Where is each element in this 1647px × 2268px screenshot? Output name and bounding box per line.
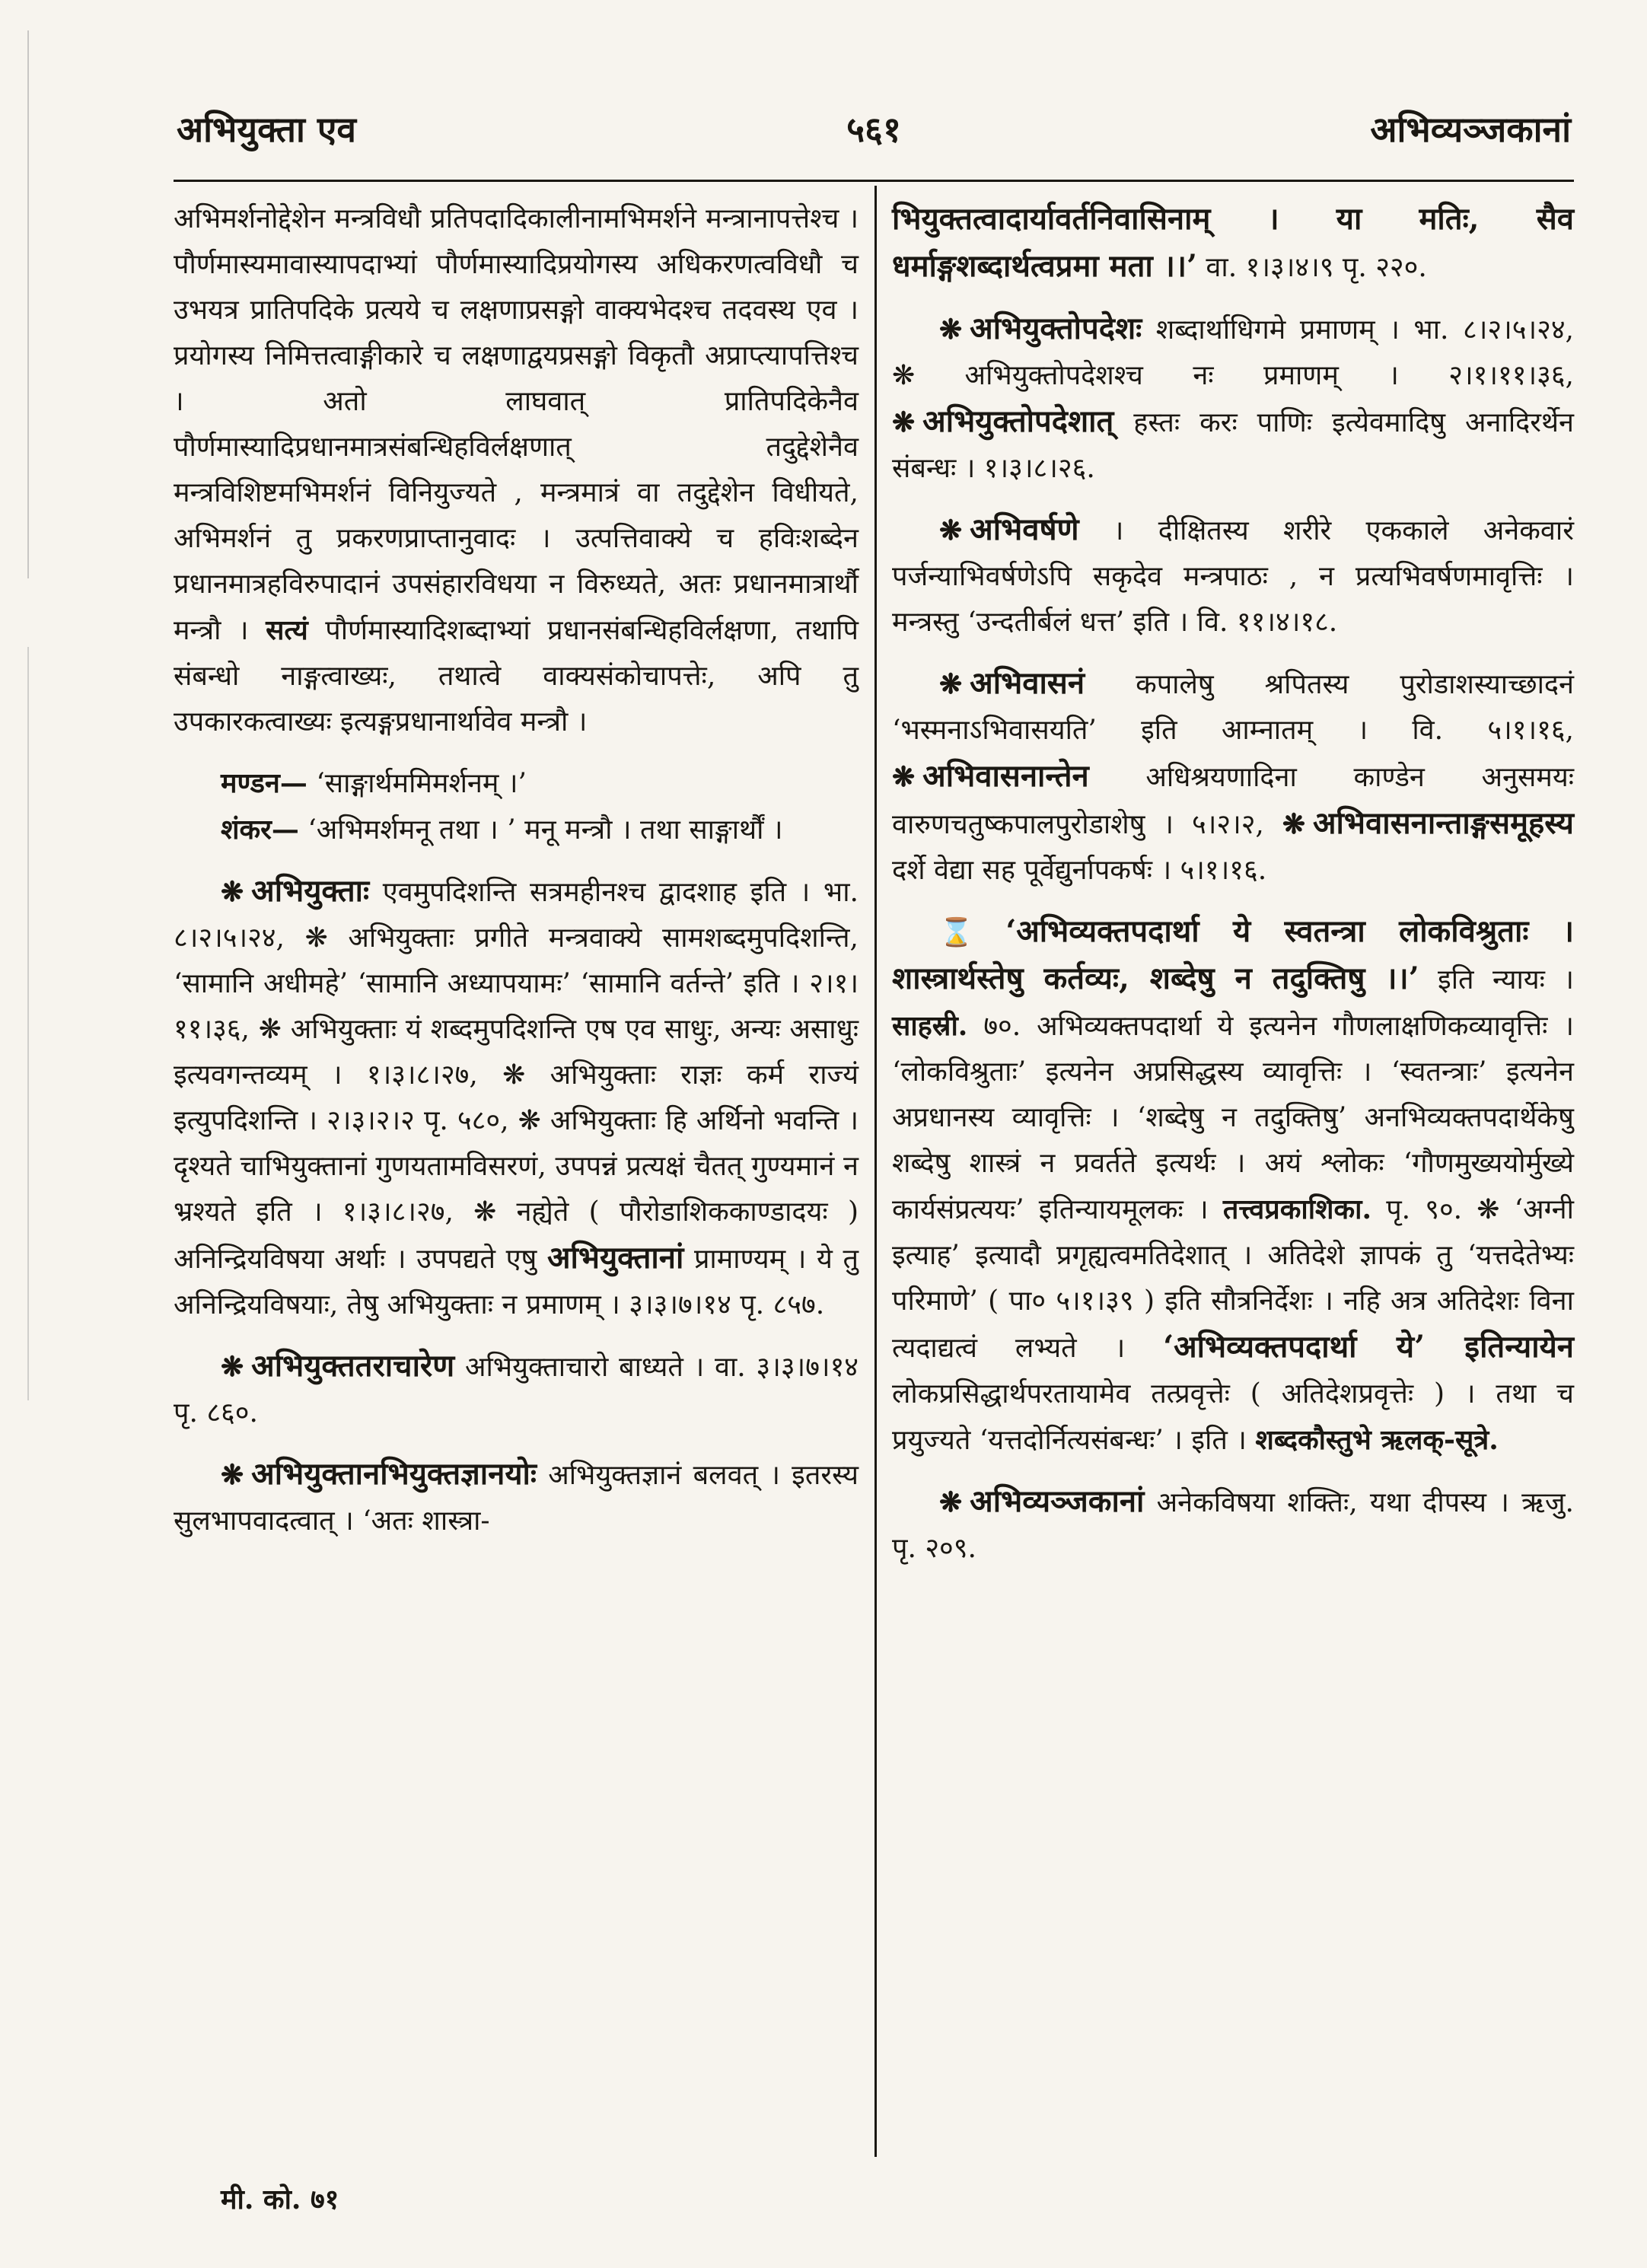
entry-abhivasanam (892, 661, 1574, 894)
entry-bold: सत्यं (266, 614, 308, 646)
entry-headword: अभिवासनान्तेन (922, 758, 1089, 794)
entry-text: प्रामाण्यम् । ये तु अनिन्द्रियविषयाः, तेषु अभियुक्ताः न प्रमाणम् । ३।३।७।१४ पृ. ८५७. (174, 1244, 859, 1320)
entry-text: एवमुपदिशन्ति सत्रमहीनश्च द्वादशाह इति । भा. ८।२।५।२४, ❋ अभियुक्ताः प्रगीते मन्त्रवाक्ये सामशब्दमुपदिशन्ति, ‘सामानि अधीमहे’ ‘सामानि अध्यापयामः’ ‘सामानि वर्तन्ते’ इति । २।१।११।३६, ❋ अभियुक्ताः यं शब्दमुपदिशन्ति एष एव साधुः, अन्यः असाधुः इत्यवगन्तव्यम् । १।३।८।२७, ❋ अभियुक्ताः राज्ञः कर्म राज्यं इत्युपदिशन्ति । २।३।२।२ पृ. ५८०, ❋ अभियुक्ताः हि अर्थिनो भवन्ति । दृश्यते चाभियुक्तानां गुणयतामविसरणं, उपपन्नं प्रत्यक्षं चैतत् गुण्यमानं न भ्रश्यते इति । १।३।८।२७, ❋ नह्येते ( पौरोडाशिककाण्डादयः ) अनिन्द्रियविषया अर्थाः । उपपद्यते एषु (174, 877, 859, 1275)
entry-text: वा. १।३।४।९ पृ. २२०. (1206, 252, 1427, 283)
star-icon: ❋ (221, 1351, 244, 1383)
entry-headword: अभियुक्ताः (251, 873, 370, 909)
right-column (892, 196, 1574, 2129)
source-title: शब्दकौस्तुभे ऋलक्-सूत्रे. (1255, 1424, 1499, 1456)
star-icon: ❋ (892, 761, 916, 793)
entry-text: पृ. ९०. ❋ ‘अग्नी इत्याह’ इत्यादौ प्रगृह्यत्वमतिदेशात् । अतिदेशे ज्ञापकं तु ‘यत्तदेतेभ्यः परिमाणे’ ( पा० ५।१।३९ ) इति सौत्रनिर्देशः । नहि अत्र अतिदेशः विना त्यदाद्यत्वं लभ्यते । (892, 1194, 1574, 1364)
entry-headword: अभिवासनान्ताङ्गसमूहस्य (1313, 805, 1574, 841)
quote-mandana (174, 760, 859, 807)
entry-text: शब्दार्थाधिगमे प्रमाणम् । भा. ८।२।५।२४, ❋ अभियुक्तोपदेशश्च नः प्रमाणम् । २।१।११।३६, (892, 314, 1574, 391)
header-right-guide-word: अभिव्यञ्जकानां (1370, 109, 1571, 150)
page-header (177, 105, 1571, 166)
entry-headword: अभियुक्तानभियुक्तज्ञानयोः (251, 1456, 537, 1492)
entry-bold: भियुक्तत्वादार्यावर्तनिवासिनाम् । या मतिः, सैव धर्माङ्गशब्दार्थत्वप्रमा मता ।।’ (892, 201, 1574, 284)
entry-headword: अभिव्यञ्जकानां (970, 1483, 1145, 1519)
entry-text: अभियुक्तज्ञानं बलवत् । इतरस्य सुलभापवादत्वात् । ‘अतः शास्त्रा- (174, 1460, 859, 1537)
star-icon: ❋ (892, 406, 916, 438)
entry-text: अनेकविषया शक्तिः, यथा दीपस्य । ऋजु. पृ. २०९. (892, 1487, 1574, 1564)
entry-text: इति न्यायः । (1438, 964, 1574, 995)
star-icon: ❋ (939, 668, 963, 700)
entry-bold: ‘अभिव्यक्तपदार्था ये’ इतिन्यायेन (1163, 1329, 1574, 1365)
entry-headword: अभियुक्तोपदेशात् (922, 403, 1114, 439)
quote-text: ‘अभिमर्शमनू तथा । ’ मनू मन्त्रौ । तथा साङ्गार्थौं । (307, 814, 783, 846)
entry-text: ७०. अभिव्यक्तपदार्था ये इत्यनेन गौणलाक्षणिकव्यावृत्तिः । ‘लोकविश्रुताः’ इत्यनेन अप्रसिद्धस्य व्यावृत्तिः । ‘स्वतन्त्राः’ इत्यनेन अप्रधानस्य व्यावृत्तिः । ‘शब्देषु न तदुक्तिषु’ अनभिव्यक्तपदार्थेकेषु शब्देषु शास्त्रं न प्रवर्तते इत्यर्थः । अयं श्लोकः ‘गौणमुख्ययोर्मुख्ये कार्यसंप्रत्ययः’ इतिन्यायमूलकः । (892, 1011, 1574, 1225)
entry-abhiyuktanabhiyukta (174, 1451, 859, 1544)
quote-label: शंकर— (221, 814, 299, 846)
star-icon: ❋ (221, 1459, 244, 1491)
signature-mark: मी. को. ७१ (221, 2184, 339, 2215)
entry-headword: अभियुक्तोपदेशः (970, 311, 1142, 346)
entry-abhiyuktah (174, 868, 859, 1328)
entry-abhiyuktatara (174, 1343, 859, 1436)
entry-text: दर्शे वेद्या सह पूर्वेद्युर्नापकर्षः । ५।१।१६. (892, 855, 1267, 886)
entry-continuation (174, 196, 859, 745)
header-left-guide-word: अभियुक्ता एव (177, 109, 356, 150)
entry-abhiyuktopadesha (892, 306, 1574, 492)
entry-text: कपालेषु श्रपितस्य पुरोडाशस्याच्छादनं ‘भस्मनाऽभिवासयति’ इति आम्नातम् । वि. ५।१।१६, (892, 669, 1575, 746)
left-column (174, 196, 859, 2129)
entry-continuation (892, 196, 1574, 291)
column-divider (874, 186, 877, 2157)
nyaya-verse: ‘अभिव्यक्तपदार्था ये स्वतन्त्रा लोकविश्रुताः । शास्त्रार्थस्तेषु कर्तव्यः, शब्देषु न तदुक्तिषु ।।’ (892, 913, 1575, 996)
scan-margin-line (27, 30, 29, 1400)
entry-bold: अभियुक्तानां (546, 1240, 684, 1276)
quote-text: ‘साङ्गार्थममिमर्शनम् ।’ (316, 768, 527, 799)
hourglass-icon: ⌛ (939, 916, 997, 948)
entry-abhivarshane (892, 507, 1574, 645)
entry-text: अभिमर्शनोद्देशेन मन्त्रविधौ प्रतिपदादिकालीनामभिमर्शने मन्त्रानापत्तेश्च । पौर्णमास्यमावास्यापदाभ्यां पौर्णमास्यादिप्रयोगस्य अधिकरणत्वविधौ च उभयत्र प्रातिपदिके प्रत्यये च लक्षणाप्रसङ्गो वाक्यभेदश्च तदवस्थ एव । प्रयोगस्य निमित्तत्वाङ्गीकारे च लक्षणाद्वयप्रसङ्गो विकृतौ अप्राप्त्यापत्तिश्च । अतो लाघवात् प्रातिपदिकेनैव पौर्णमास्यादिप्रधानमात्रसंबन्धिहविर्लक्षणात् तदुद्देशेनैव मन्त्रविशिष्टमभिमर्शनं विनियुज्यते , मन्त्रमात्रं वा तदुद्देशेन विधीयते, अभिमर्शनं तु प्रकरणप्राप्तानुवादः । उत्पत्तिवाक्ये च हविःशब्देन प्रधानमात्रहविरुपादानं उपसंहारविधया न विरुध्यते, अतः प्रधानमात्रार्थौ मन्त्रौ । (174, 203, 859, 646)
entry-nyaya (892, 909, 1574, 1464)
entry-text: हस्तः करः पाणिः इत्येवमादिषु अनादिरर्थेन संबन्धः । १।३।८।२६. (892, 407, 1574, 484)
entry-text: लोकप्रसिद्धार्थपरतायामेव तत्प्रवृत्तेः ( अतिदेशप्रवृत्तेः ) । तथा च प्रयुज्यते ‘यत्तदोर्नित्यसंबन्धः’ । इति । (892, 1378, 1574, 1456)
entry-text: । दीक्षितस्य शरीरे एककाले अनेकवारं पर्जन्याभिवर्षणेऽपि सकृदेव मन्त्रपाठः , न प्रत्यभिवर्षणमावृत्तिः । मन्त्रस्तु ‘उन्दतीर्बलं धत्त’ इति । वि. ११।४।१८. (892, 515, 1574, 638)
quote-label: मण्डन— (221, 767, 307, 799)
star-icon: ❋ (1282, 808, 1305, 840)
star-icon: ❋ (221, 876, 244, 908)
entry-text: पौर्णमास्यादिशब्दाभ्यां प्रधानसंबन्धिहविर्लक्षणा, तथापि संबन्धो नाङ्गत्वाख्यः, तथात्वे वाक्यसंकोचापत्तेः, अपि तु उपकारकत्वाख्यः इत्यङ्गप्रधानार्थावेव मन्त्रौ । (174, 615, 859, 737)
star-icon: ❋ (939, 514, 963, 546)
entry-text: अधिश्रयणादिना काण्डेन अनुसमयः वारुणचतुष्कपालपुरोडाशेषु । ५।२।२, (892, 762, 1574, 840)
quote-shankara (174, 807, 859, 853)
star-icon: ❋ (939, 1486, 963, 1518)
source-title: तत्त्वप्रकाशिका. (1222, 1193, 1372, 1225)
header-rule (174, 180, 1574, 182)
star-icon: ❋ (939, 314, 963, 346)
entry-abhivyanjakanam (892, 1479, 1574, 1572)
entry-headword: अभियुक्ततराचारेण (251, 1348, 455, 1384)
entry-headword: अभिवासनं (970, 665, 1085, 701)
source-title: साहस्री. (892, 1010, 968, 1042)
page-number: ५६१ (846, 109, 901, 150)
entry-text: अभियुक्ताचारो बाध्यते । वा. ३।३।७।१४ पृ. ८६०. (174, 1352, 859, 1429)
entry-headword: अभिवर्षणे (970, 511, 1079, 547)
